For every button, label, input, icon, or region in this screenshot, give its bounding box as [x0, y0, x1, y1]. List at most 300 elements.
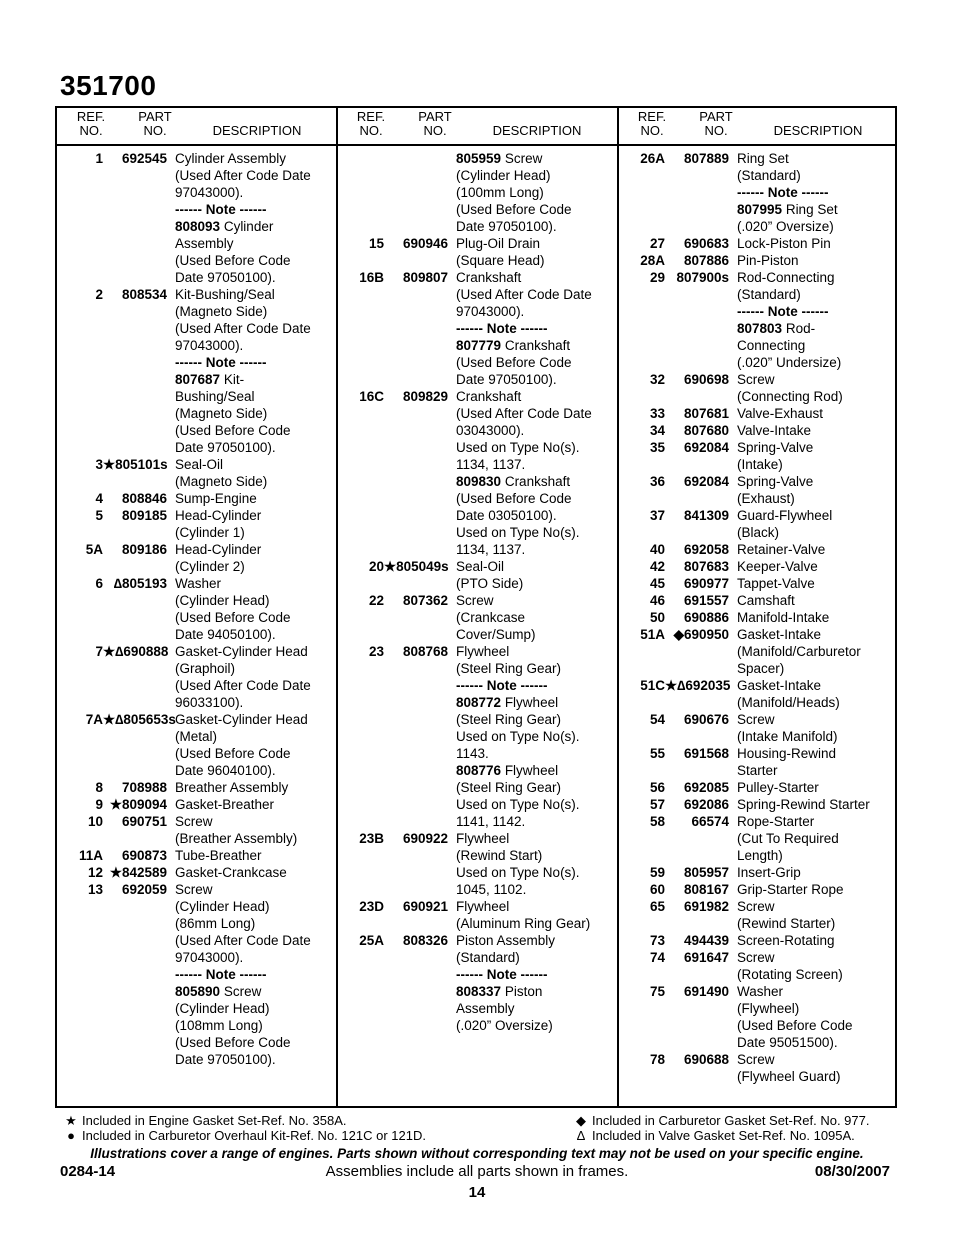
ref-number — [57, 677, 103, 694]
part-description: ------ Note ------ — [737, 304, 829, 319]
part-number — [384, 949, 456, 966]
part-description: 1134, 1137. — [456, 457, 526, 472]
part-description: Seal-Oil — [175, 457, 224, 472]
document-date: 08/30/2007 — [814, 1163, 890, 1180]
part-row — [338, 745, 618, 762]
part-number — [103, 235, 175, 252]
part-description: (Used Before Code — [175, 423, 291, 438]
part-number — [384, 371, 456, 388]
part-number — [103, 1017, 175, 1034]
ref-number: 5 — [95, 508, 103, 523]
part-row — [619, 728, 899, 745]
disclaimer: Illustrations cover a range of engines. Parts shown without corresponding text may not be used on your specific engine. — [90, 1146, 864, 1161]
part-row — [619, 541, 899, 558]
part-header-line1: PART — [138, 109, 172, 124]
part-row — [57, 371, 337, 388]
part-number — [384, 218, 456, 235]
part-number: 808326 — [402, 933, 448, 948]
alt-part-description: Screw — [220, 984, 262, 999]
ref-number — [338, 320, 384, 337]
ref-number — [619, 830, 665, 847]
part-description: Camshaft — [737, 593, 795, 608]
triangle-icon: ∆ — [577, 1128, 585, 1143]
ref-header — [69, 110, 113, 138]
part-description: Lock-Piston Pin — [737, 236, 831, 251]
ref-number — [619, 728, 665, 745]
part-number — [384, 728, 456, 745]
part-number: 708988 — [121, 780, 167, 795]
alt-part-number: 807687 — [175, 372, 221, 387]
ref-number: 15 — [368, 236, 384, 251]
part-description: Date 94050100). — [175, 627, 276, 642]
part-row — [619, 218, 899, 235]
part-description: Used on Type No(s). — [456, 525, 580, 540]
part-description: (Cylinder Head) — [456, 168, 551, 183]
part-row — [338, 337, 618, 354]
part-number — [384, 150, 456, 167]
legend-item — [60, 1128, 426, 1143]
part-description: (Standard) — [456, 950, 520, 965]
part-description: (Crankcase — [456, 610, 526, 625]
ref-number — [338, 677, 384, 694]
part-number — [384, 184, 456, 201]
part-number: ∆805193 — [113, 576, 167, 591]
ref-header-line2: NO. — [79, 123, 103, 138]
part-number: 690977 — [683, 576, 729, 591]
ref-number: 2 — [95, 287, 103, 302]
part-row — [57, 439, 337, 456]
part-number — [384, 439, 456, 456]
part-number — [384, 660, 456, 677]
part-row — [57, 507, 337, 524]
ref-number — [57, 915, 103, 932]
ref-number — [338, 847, 384, 864]
part-description: Screw — [737, 1052, 775, 1067]
part-row — [338, 558, 618, 575]
part-row — [57, 150, 337, 167]
part-description: (Aluminum Ring Gear) — [456, 916, 591, 931]
part-description: Sump-Engine — [175, 491, 257, 506]
ref-number — [338, 745, 384, 762]
ref-number — [338, 915, 384, 932]
part-description: (Manifold/Carburetor — [737, 644, 861, 659]
part-number — [665, 337, 737, 354]
ref-number — [57, 303, 103, 320]
part-row — [619, 847, 899, 864]
part-row — [57, 490, 337, 507]
part-number: 809807 — [402, 270, 448, 285]
part-row — [619, 371, 899, 388]
part-row — [338, 507, 618, 524]
part-description: Used on Type No(s). — [456, 440, 580, 455]
part-number — [103, 762, 175, 779]
part-number — [665, 303, 737, 320]
part-description: (Used Before Code — [456, 355, 572, 370]
ref-number — [338, 524, 384, 541]
part-number — [103, 354, 175, 371]
part-number: ★∆690888 — [103, 644, 169, 659]
part-row — [338, 728, 618, 745]
part-row — [57, 422, 337, 439]
ref-number — [57, 660, 103, 677]
ref-number: 3 — [95, 457, 103, 472]
ref-number — [338, 252, 384, 269]
part-number — [103, 677, 175, 694]
part-number — [103, 898, 175, 915]
part-row — [57, 711, 337, 728]
part-number: ★∆692035 — [665, 678, 731, 693]
part-row — [619, 405, 899, 422]
part-row — [338, 796, 618, 813]
part-description: (Cylinder 2) — [175, 559, 245, 574]
part-number — [103, 303, 175, 320]
alt-part-description: Piston — [501, 984, 543, 999]
part-number — [384, 677, 456, 694]
part-row — [57, 218, 337, 235]
ref-number: 74 — [649, 950, 665, 965]
part-description: Crankshaft — [456, 389, 522, 404]
part-row — [338, 541, 618, 558]
ref-number — [619, 524, 665, 541]
ref-number — [338, 286, 384, 303]
ref-number — [57, 167, 103, 184]
ref-number — [57, 473, 103, 490]
part-header — [690, 110, 742, 138]
part-description: Valve-Intake — [737, 423, 812, 438]
part-row — [619, 762, 899, 779]
part-header-line1: PART — [699, 109, 733, 124]
part-row — [619, 286, 899, 303]
part-number — [384, 167, 456, 184]
part-description: (Used After Code Date — [456, 287, 592, 302]
part-description: (Used After Code Date — [175, 168, 311, 183]
ref-header-line2: NO. — [640, 123, 664, 138]
ref-number — [338, 422, 384, 439]
ref-number — [57, 320, 103, 337]
part-row — [338, 439, 618, 456]
ref-number: 45 — [649, 576, 665, 591]
part-description: Cover/Sump) — [456, 627, 536, 642]
part-number — [384, 983, 456, 1000]
ref-number — [57, 830, 103, 847]
part-description — [175, 371, 337, 388]
part-number — [103, 167, 175, 184]
ref-number: 36 — [649, 474, 665, 489]
part-number: 690873 — [121, 848, 167, 863]
part-row — [338, 1017, 618, 1034]
part-row — [619, 269, 899, 286]
part-description: (Used After Code Date — [456, 406, 592, 421]
part-row — [338, 575, 618, 592]
part-row — [57, 762, 337, 779]
part-row — [338, 184, 618, 201]
ref-number — [338, 864, 384, 881]
legend-item — [60, 1113, 426, 1128]
part-description: Screw — [175, 882, 213, 897]
parts-table — [55, 106, 897, 1108]
part-header-line1: PART — [418, 109, 452, 124]
part-row — [619, 898, 899, 915]
part-row — [619, 660, 899, 677]
part-row — [57, 677, 337, 694]
part-number: 692059 — [121, 882, 167, 897]
part-row — [57, 252, 337, 269]
part-description: ------ Note ------ — [737, 185, 829, 200]
part-row — [619, 1034, 899, 1051]
ref-number — [338, 983, 384, 1000]
part-number: 807680 — [683, 423, 729, 438]
ref-number — [619, 286, 665, 303]
part-description: Screw — [737, 372, 775, 387]
part-description: (Cylinder Head) — [175, 899, 270, 914]
part-number — [103, 932, 175, 949]
part-row — [57, 541, 337, 558]
ref-header-line1: REF. — [637, 109, 667, 124]
part-number: 690676 — [683, 712, 729, 727]
part-number — [665, 490, 737, 507]
part-description: Date 97050100). — [175, 270, 276, 285]
part-number — [665, 167, 737, 184]
part-row — [57, 1000, 337, 1017]
part-number: 808768 — [402, 644, 448, 659]
part-description — [175, 218, 337, 235]
ref-number — [57, 235, 103, 252]
part-description: ------ Note ------ — [456, 678, 548, 693]
part-row — [57, 167, 337, 184]
part-row — [619, 422, 899, 439]
part-number — [103, 592, 175, 609]
ref-number — [57, 966, 103, 983]
part-row — [338, 269, 618, 286]
ref-number: 29 — [649, 270, 665, 285]
legend-text: Included in Carburetor Overhaul Kit-Ref. No. 121C or 121D. — [82, 1128, 426, 1143]
part-description — [737, 320, 899, 337]
part-row — [57, 881, 337, 898]
part-number — [384, 694, 456, 711]
part-row — [57, 235, 337, 252]
part-row — [57, 830, 337, 847]
part-number — [103, 1000, 175, 1017]
ref-number — [338, 456, 384, 473]
part-number — [384, 490, 456, 507]
ref-number — [57, 405, 103, 422]
part-row — [338, 201, 618, 218]
part-description: (Exhaust) — [737, 491, 795, 506]
part-description — [456, 150, 618, 167]
part-description: Gasket-Intake — [737, 678, 822, 693]
part-number — [665, 830, 737, 847]
model-number: 351700 — [60, 70, 157, 101]
part-row — [619, 932, 899, 949]
part-row — [57, 456, 337, 473]
alt-part-number: 808772 — [456, 695, 502, 710]
part-row — [57, 864, 337, 881]
part-description: Insert-Grip — [737, 865, 801, 880]
part-row — [338, 354, 618, 371]
part-number — [384, 626, 456, 643]
part-row — [619, 558, 899, 575]
part-description: Rod-Connecting — [737, 270, 835, 285]
alt-part-number: 807803 — [737, 321, 783, 336]
ref-number — [57, 745, 103, 762]
part-description: Guard-Flywheel — [737, 508, 833, 523]
part-description: Rope-Starter — [737, 814, 815, 829]
part-description — [456, 983, 618, 1000]
part-description: ------ Note ------ — [456, 967, 548, 982]
part-number: 692058 — [683, 542, 729, 557]
part-row — [619, 711, 899, 728]
alt-part-description: Kit- — [220, 372, 245, 387]
part-number: 807681 — [683, 406, 729, 421]
part-row — [57, 898, 337, 915]
part-number — [103, 983, 175, 1000]
part-description: (Manifold/Heads) — [737, 695, 840, 710]
part-description: Screen-Rotating — [737, 933, 835, 948]
part-row — [619, 626, 899, 643]
part-number: 692086 — [683, 797, 729, 812]
ref-number — [57, 337, 103, 354]
part-description: (Steel Ring Gear) — [456, 712, 562, 727]
ref-number: 9 — [95, 797, 103, 812]
note-row — [338, 966, 618, 983]
ref-number — [338, 439, 384, 456]
ref-number — [338, 507, 384, 524]
part-row — [57, 524, 337, 541]
part-row — [338, 473, 618, 490]
part-row — [338, 762, 618, 779]
ref-number: 75 — [649, 984, 665, 999]
part-header — [409, 110, 461, 138]
part-number — [103, 473, 175, 490]
ref-number — [57, 269, 103, 286]
ref-number: 6 — [95, 576, 103, 591]
part-description — [456, 473, 618, 490]
part-row — [57, 609, 337, 626]
part-row — [619, 320, 899, 337]
part-number — [665, 320, 737, 337]
part-row — [338, 303, 618, 320]
part-description: Used on Type No(s). — [456, 729, 580, 744]
part-description: (.020” Oversize) — [456, 1018, 553, 1033]
ref-number — [338, 813, 384, 830]
part-description: (Cut To Required — [737, 831, 839, 846]
legend-left — [60, 1113, 426, 1143]
ref-number: 55 — [649, 746, 665, 761]
ref-number — [338, 218, 384, 235]
part-description: (Used Before Code — [456, 202, 572, 217]
ref-number — [619, 490, 665, 507]
part-number — [103, 371, 175, 388]
part-row — [57, 405, 337, 422]
part-description: Pin-Piston — [737, 253, 799, 268]
part-row — [57, 915, 337, 932]
part-row — [619, 745, 899, 762]
alt-part-description: Flywheel — [501, 695, 559, 710]
part-description: (Flywheel) — [737, 1001, 800, 1016]
ref-number — [619, 1068, 665, 1085]
ref-number — [338, 609, 384, 626]
part-description: 97043000). — [456, 304, 525, 319]
part-number — [665, 966, 737, 983]
part-description: Screw — [175, 814, 213, 829]
alt-part-description: Crankshaft — [501, 338, 571, 353]
diamond-icon: ◆ — [576, 1113, 586, 1128]
part-row — [619, 524, 899, 541]
ref-number — [619, 1017, 665, 1034]
part-row — [338, 592, 618, 609]
part-row — [619, 1017, 899, 1034]
part-row — [57, 1034, 337, 1051]
part-description: Gasket-Breather — [175, 797, 275, 812]
part-number — [384, 881, 456, 898]
part-number: 66574 — [691, 814, 729, 829]
part-row — [619, 779, 899, 796]
parts-column-1 — [57, 150, 337, 1068]
ref-header — [630, 110, 674, 138]
ref-number — [57, 524, 103, 541]
part-number: ★842589 — [109, 865, 167, 880]
ref-number — [338, 626, 384, 643]
ref-number — [338, 881, 384, 898]
ref-number — [619, 388, 665, 405]
part-row — [338, 524, 618, 541]
part-description: (.020” Undersize) — [737, 355, 842, 370]
document-code: 0284-14 — [60, 1163, 116, 1180]
part-row — [57, 558, 337, 575]
part-description: Used on Type No(s). — [456, 797, 580, 812]
ref-number — [338, 337, 384, 354]
part-number — [384, 507, 456, 524]
part-description: (Used After Code Date — [175, 678, 311, 693]
part-description: Gasket-Crankcase — [175, 865, 287, 880]
part-row — [338, 388, 618, 405]
parts-column-2 — [338, 150, 618, 1034]
part-description — [456, 762, 618, 779]
part-number: 692084 — [683, 474, 729, 489]
ref-number: 35 — [649, 440, 665, 455]
ref-number — [338, 728, 384, 745]
part-row — [338, 626, 618, 643]
ref-number — [338, 762, 384, 779]
part-number: 691568 — [683, 746, 729, 761]
part-number: 807886 — [683, 253, 729, 268]
part-row — [57, 779, 337, 796]
ref-number — [57, 762, 103, 779]
ref-number — [338, 541, 384, 558]
alt-part-number: 808337 — [456, 984, 502, 999]
part-number: ★805049s — [384, 559, 449, 574]
part-description: (Used Before Code — [456, 491, 572, 506]
part-description: (Intake Manifold) — [737, 729, 838, 744]
ref-number — [57, 371, 103, 388]
part-row — [338, 983, 618, 1000]
part-row — [338, 286, 618, 303]
part-header-line2: NO. — [704, 123, 728, 138]
part-number: 494439 — [683, 933, 729, 948]
part-row — [619, 490, 899, 507]
ref-number — [338, 1017, 384, 1034]
part-row — [619, 813, 899, 830]
part-description: Starter — [737, 763, 778, 778]
alt-part-number: 809830 — [456, 474, 502, 489]
part-description: Date 97050100). — [175, 440, 276, 455]
part-number — [384, 575, 456, 592]
part-row — [338, 830, 618, 847]
alt-part-description: Rod- — [782, 321, 816, 336]
description-header: DESCRIPTION — [212, 123, 302, 138]
ref-number — [619, 847, 665, 864]
part-description: (Connecting Rod) — [737, 389, 843, 404]
